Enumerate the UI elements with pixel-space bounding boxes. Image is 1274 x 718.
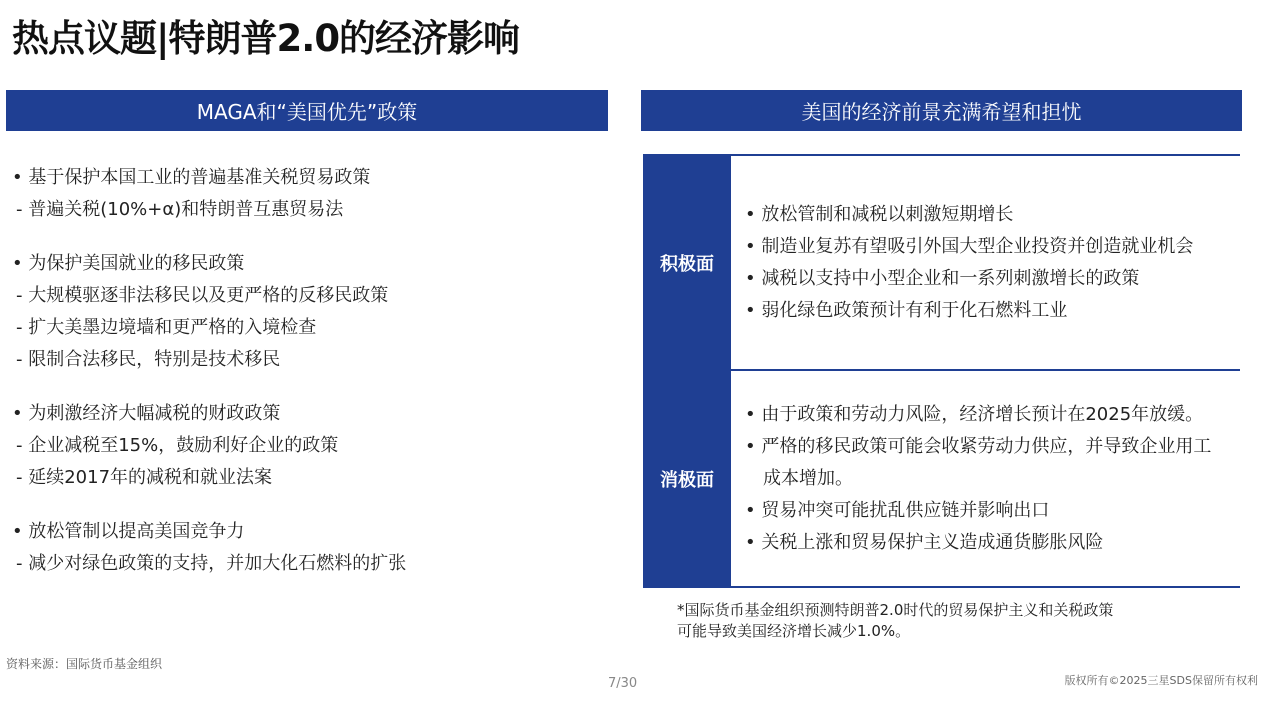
positive-item: • 弱化绿色政策预计有利于化石燃料工业 (745, 299, 1068, 321)
copyright: 版权所有©2025三星SDS保留所有权利 (1064, 674, 1258, 687)
footnote: *国际货币基金组织预测特朗普2.0时代的贸易保护主义和关税政策可能导致美国经济增长减少1.0%。 (677, 601, 1114, 640)
policy-bullet: • 放松管制以提高美国竞争力 (12, 521, 245, 542)
negative-item: • 由于政策和劳动力风险，经济增长预计在2025年放缓。 (745, 403, 1204, 425)
page-number: 7/30 (608, 676, 638, 691)
negative-items (731, 371, 1225, 586)
negative-row (643, 371, 1240, 586)
policy-bullet: • 为刺激经济大幅减税的财政政策 (12, 403, 281, 424)
positive-item: • 减税以支持中小型企业和一系列刺激增长的政策 (745, 267, 1140, 289)
left-section-header: MAGA和“美国优先”政策 (6, 90, 608, 131)
policy-sub-item: - 延续2017年的减税和就业法案 (16, 467, 273, 488)
policy-sub-item: - 普遍关税(10%+α)和特朗普互惠贸易法 (16, 199, 344, 220)
policy-group (12, 248, 602, 376)
policy-sub-item: - 限制合法移民，特别是技术移民 (16, 349, 281, 370)
negative-label: 消极面 (643, 371, 731, 586)
positive-item: • 制造业复苏有望吸引外国大型企业投资并创造就业机会 (745, 235, 1194, 257)
negative-item: • 严格的移民政策可能会收紧劳动力供应，并导致企业用工成本增加。 (745, 435, 1212, 489)
positive-label: 积极面 (643, 156, 731, 369)
outlook-table (643, 154, 1240, 588)
negative-item: • 贸易冲突可能扰乱供应链并影响出口 (745, 499, 1050, 521)
positive-items (731, 156, 1193, 369)
policy-sub-item: - 减少对绿色政策的支持，并加大化石燃料的扩张 (16, 553, 407, 574)
right-section-header: 美国的经济前景充满希望和担忧 (641, 90, 1242, 131)
policy-bullet: • 基于保护本国工业的普遍基准关税贸易政策 (12, 167, 371, 188)
policy-list (12, 162, 602, 602)
policy-sub-item: - 大规模驱逐非法移民以及更严格的反移民政策 (16, 285, 389, 306)
policy-group (12, 162, 602, 226)
source-note: 资料来源：国际货币基金组织 (6, 657, 163, 671)
positive-row (643, 156, 1240, 371)
policy-sub-item: - 企业减税至15%，鼓励利好企业的政策 (16, 435, 339, 456)
policy-bullet: • 为保护美国就业的移民政策 (12, 253, 245, 274)
policy-sub-item: - 扩大美墨边境墙和更严格的入境检查 (16, 317, 317, 338)
positive-item: • 放松管制和减税以刺激短期增长 (745, 203, 1014, 225)
page-title: 热点议题|特朗普2.0的经济影响 (12, 17, 520, 60)
policy-group (12, 398, 602, 494)
negative-item: • 关税上涨和贸易保护主义造成通货膨胀风险 (745, 531, 1104, 553)
policy-group (12, 516, 602, 580)
